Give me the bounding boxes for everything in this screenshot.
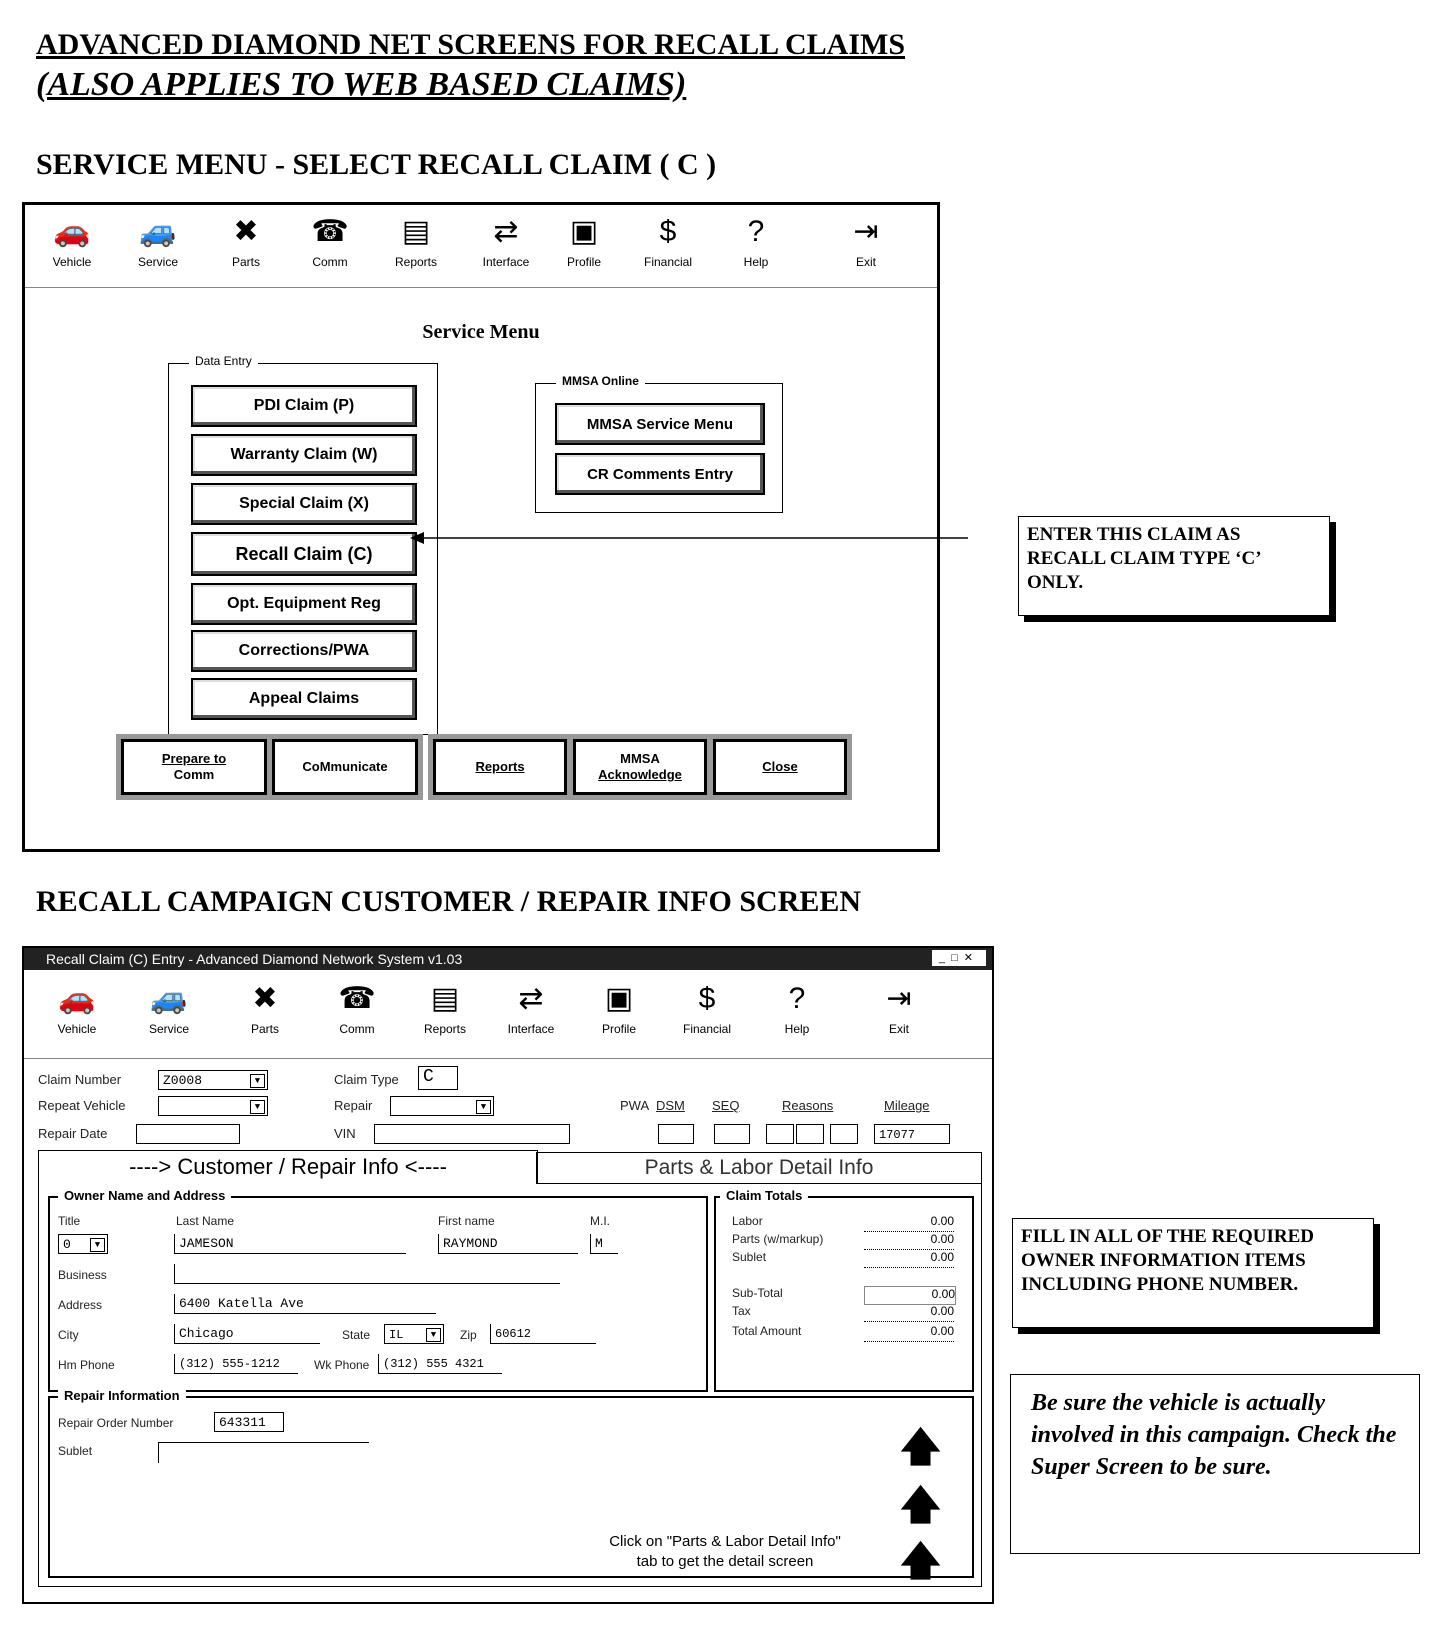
interface-icon: ⇄ <box>518 982 544 1015</box>
mileage-field[interactable]: 17077 <box>874 1124 950 1144</box>
sublet-value: 0.00 <box>864 1250 954 1268</box>
claim-number-value: Z0008 <box>163 1073 203 1088</box>
claim-type-label: Claim Type <box>334 1072 399 1087</box>
hint-line-1: Click on "Parts & Labor Detail Info" <box>609 1533 841 1550</box>
toolbar-label: Service <box>148 1022 189 1036</box>
mmsa-label: MMSA <box>620 751 660 766</box>
labor-label: Labor <box>732 1214 763 1228</box>
window-controls[interactable]: _□✕ <box>932 950 986 966</box>
toolbar-label: Profile <box>566 255 601 269</box>
total-label: Total Amount <box>732 1324 802 1338</box>
zip-field[interactable]: 60612 <box>490 1324 596 1344</box>
pwa-label: PWA <box>620 1098 650 1113</box>
arrow-up-icon: 🡅 <box>900 1483 942 1527</box>
toolbar-vehicle[interactable] <box>37 213 107 269</box>
vin-label: VIN <box>334 1126 356 1141</box>
toolbar-service[interactable] <box>123 213 193 269</box>
repair-date-field[interactable] <box>136 1124 240 1144</box>
chevron-down-icon[interactable]: ▼ <box>250 1100 265 1114</box>
toolbar-label: Parts <box>250 1022 279 1036</box>
repair-label: Repair <box>334 1098 373 1113</box>
comm-icon: ☎ <box>311 215 349 248</box>
parts-value: 0.00 <box>864 1232 954 1250</box>
claim-type-field[interactable]: C <box>418 1066 458 1090</box>
section-2-heading: RECALL CAMPAIGN CUSTOMER / REPAIR INFO SCREEN <box>36 885 862 918</box>
toolbar-reports[interactable] <box>381 213 451 269</box>
tax-value: 0.00 <box>864 1304 954 1322</box>
tools-icon: ✖ <box>252 982 278 1015</box>
toolbar-label: Vehicle <box>52 255 92 269</box>
claim-number-label: Claim Number <box>38 1072 122 1087</box>
toolbar-interface[interactable] <box>496 980 566 1036</box>
recall-toolbar <box>24 972 992 1059</box>
toolbar-label: Service <box>137 255 178 269</box>
toolbar-label: Financial <box>643 255 693 269</box>
toolbar-label: Comm <box>339 1022 375 1036</box>
address-field[interactable]: 6400 Katella Ave <box>174 1294 436 1314</box>
toolbar-parts[interactable] <box>230 980 300 1036</box>
state-label: State <box>342 1328 371 1342</box>
sublet-field[interactable] <box>158 1442 369 1463</box>
ro-number-label: Repair Order Number <box>58 1416 174 1430</box>
mmsa-acknowledge-button[interactable] <box>573 739 707 795</box>
comm-label: Comm <box>173 767 215 782</box>
corrections-pwa-button[interactable]: Corrections/PWA <box>191 630 417 672</box>
financial-icon: $ <box>659 215 677 248</box>
reasons-label: Reasons <box>782 1098 834 1113</box>
toolbar-financial[interactable] <box>633 213 703 269</box>
opt-equipment-reg-button[interactable]: Opt. Equipment Reg <box>191 583 417 625</box>
acknowledge-label: Acknowledge <box>598 767 682 782</box>
communicate-button[interactable]: CoMmunicate <box>272 739 418 795</box>
mi-label: M.I. <box>590 1214 610 1228</box>
total-value: 0.00 <box>864 1324 954 1342</box>
title-label: Title <box>58 1214 81 1228</box>
toolbar-service[interactable] <box>134 980 204 1036</box>
recall-claim-button[interactable]: Recall Claim (C) <box>191 532 417 576</box>
labor-value: 0.00 <box>864 1214 954 1232</box>
toolbar-label: Financial <box>682 1022 732 1036</box>
seq-label: SEQ <box>712 1098 740 1113</box>
callout-owner-info: FILL IN ALL OF THE REQUIRED OWNER INFORMATION ITEMS INCLUDING PHONE NUMBER. <box>1012 1218 1374 1328</box>
dsm-label: DSM <box>656 1098 685 1113</box>
toolbar-interface[interactable] <box>471 213 541 269</box>
subtotal-value: 0.00 <box>864 1286 956 1305</box>
repeat-vehicle-select[interactable] <box>158 1096 268 1116</box>
reason-field-3[interactable] <box>830 1124 858 1144</box>
toolbar-help[interactable] <box>762 980 832 1036</box>
toolbar-label: Comm <box>312 255 348 269</box>
ro-number-field[interactable]: 643311 <box>214 1412 284 1432</box>
repair-info-legend: Repair Information <box>58 1388 186 1403</box>
state-value: IL <box>389 1328 404 1342</box>
reason-field-1[interactable] <box>766 1124 794 1144</box>
toolbar-financial[interactable] <box>672 980 742 1036</box>
toolbar-label: Reports <box>394 255 438 269</box>
service-menu-title: Service Menu <box>422 321 540 343</box>
pointer-arrow <box>410 528 970 548</box>
toolbar-label: Exit <box>888 1022 909 1036</box>
reason-field-2[interactable] <box>796 1124 824 1144</box>
chevron-down-icon[interactable]: ▼ <box>476 1100 491 1114</box>
zip-label: Zip <box>460 1328 477 1342</box>
tax-label: Tax <box>732 1304 751 1318</box>
title-select[interactable] <box>58 1234 108 1254</box>
section-1-heading: SERVICE MENU - SELECT RECALL CLAIM ( C ) <box>36 148 717 181</box>
toolbar-label: Exit <box>855 255 876 269</box>
hint-line-2: tab to get the detail screen <box>636 1553 814 1570</box>
address-label: Address <box>58 1298 103 1312</box>
profile-icon: ▣ <box>604 982 634 1015</box>
prepare-to-comm-button[interactable] <box>121 739 267 795</box>
tools-icon: ✖ <box>233 215 259 248</box>
toolbar-label: Profile <box>601 1022 636 1036</box>
toolbar-label: Help <box>784 1022 810 1036</box>
toolbar-exit[interactable] <box>831 213 901 269</box>
special-claim-button[interactable]: Special Claim (X) <box>191 483 417 525</box>
mi-field[interactable]: M <box>590 1234 618 1254</box>
toolbar-label: Reports <box>423 1022 467 1036</box>
cr-comments-entry-button[interactable]: CR Comments Entry <box>555 453 765 495</box>
sublet2-label: Sublet <box>58 1444 93 1458</box>
close-button[interactable]: Close <box>713 739 847 795</box>
toolbar-profile[interactable] <box>549 213 619 269</box>
hm-phone-label: Hm Phone <box>58 1358 115 1372</box>
repair-select[interactable] <box>390 1096 494 1116</box>
reports-button[interactable]: Reports <box>433 739 567 795</box>
pdi-claim-button[interactable]: PDI Claim (P) <box>191 385 417 427</box>
first-name-field[interactable]: RAYMOND <box>438 1234 578 1254</box>
subtotal-label: Sub-Total <box>732 1286 783 1300</box>
city-field[interactable]: Chicago <box>174 1324 320 1344</box>
warranty-claim-button[interactable]: Warranty Claim (W) <box>191 434 417 476</box>
help-icon: ? <box>747 215 765 248</box>
city-label: City <box>58 1328 79 1342</box>
dsm-field[interactable] <box>658 1124 694 1144</box>
business-label: Business <box>58 1268 107 1282</box>
vin-field[interactable] <box>374 1124 570 1144</box>
business-field[interactable] <box>174 1264 560 1284</box>
first-name-label: First name <box>438 1214 495 1228</box>
report-icon: ▤ <box>401 215 431 248</box>
hm-phone-field[interactable]: (312) 555-1212 <box>174 1354 298 1374</box>
toolbar-label: Interface <box>507 1022 555 1036</box>
last-name-field[interactable]: JAMESON <box>174 1234 406 1254</box>
car-icon: 🚗 <box>53 215 91 248</box>
toolbar-comm[interactable] <box>295 213 365 269</box>
title-line-1: ADVANCED DIAMOND NET SCREENS FOR RECALL CLAIMS <box>36 28 906 61</box>
parts-label: Parts (w/markup) <box>732 1232 824 1246</box>
last-name-label: Last Name <box>176 1214 235 1228</box>
hint-text <box>570 1532 880 1572</box>
recall-claim-window <box>22 946 994 1604</box>
service-car-icon: 🚙 <box>150 982 188 1015</box>
mmsa-online-legend: MMSA Online <box>556 374 645 388</box>
mileage-label: Mileage <box>884 1098 930 1113</box>
car-icon: 🚗 <box>58 982 96 1015</box>
window-titlebar <box>24 948 992 970</box>
repair-date-label: Repair Date <box>38 1126 108 1141</box>
window-title: Recall Claim (C) Entry - Advanced Diamond Network System v1.03 <box>46 951 463 967</box>
toolbar-parts[interactable] <box>211 213 281 269</box>
toolbar-reports[interactable] <box>410 980 480 1036</box>
callout-campaign-check: Be sure the vehicle is actually involved in this campaign. Check the Super Screen to be sure. <box>1010 1374 1420 1554</box>
toolbar-comm[interactable] <box>322 980 392 1036</box>
title-line-2: (ALSO APPLIES TO WEB BASED CLAIMS) <box>36 66 687 103</box>
callout-recall-type: ENTER THIS CLAIM AS RECALL CLAIM TYPE ‘C’ ONLY. <box>1018 516 1330 616</box>
help-icon: ? <box>788 982 806 1015</box>
claim-totals-legend: Claim Totals <box>720 1188 808 1203</box>
toolbar-label: Parts <box>231 255 260 269</box>
appeal-claims-button[interactable]: Appeal Claims <box>191 678 417 720</box>
seq-field[interactable] <box>714 1124 750 1144</box>
arrow-up-icon: 🡅 <box>900 1425 942 1469</box>
report-icon: ▤ <box>430 982 460 1015</box>
toolbar-help[interactable] <box>721 213 791 269</box>
chevron-down-icon[interactable]: ▼ <box>250 1074 265 1088</box>
title-value: 0 <box>63 1237 71 1252</box>
toolbar <box>25 205 937 288</box>
exit-icon: ⇥ <box>886 982 912 1015</box>
repeat-vehicle-label: Repeat Vehicle <box>38 1098 126 1113</box>
owner-legend: Owner Name and Address <box>58 1188 231 1203</box>
interface-icon: ⇄ <box>493 215 519 248</box>
exit-icon: ⇥ <box>853 215 879 248</box>
sublet-label: Sublet <box>732 1250 767 1264</box>
profile-icon: ▣ <box>569 215 599 248</box>
chevron-down-icon[interactable]: ▼ <box>426 1328 441 1342</box>
service-menu-window <box>22 202 940 852</box>
mmsa-service-menu-button[interactable]: MMSA Service Menu <box>555 403 765 445</box>
tab-parts-labor-detail[interactable]: Parts & Labor Detail Info <box>536 1152 982 1184</box>
chevron-down-icon[interactable]: ▼ <box>90 1238 105 1252</box>
toolbar-vehicle[interactable] <box>42 980 112 1036</box>
wk-phone-label: Wk Phone <box>314 1358 370 1372</box>
service-car-icon: 🚙 <box>139 215 177 248</box>
toolbar-label: Interface <box>482 255 530 269</box>
comm-icon: ☎ <box>338 982 376 1015</box>
toolbar-label: Vehicle <box>57 1022 97 1036</box>
toolbar-profile[interactable] <box>584 980 654 1036</box>
prepare-label: Prepare to <box>161 751 227 766</box>
data-entry-legend: Data Entry <box>189 354 258 368</box>
wk-phone-field[interactable]: (312) 555 4321 <box>378 1354 502 1374</box>
tab-customer-repair-info[interactable]: ----> Customer / Repair Info <---- <box>38 1150 538 1183</box>
arrow-up-icon: 🡅 <box>900 1539 942 1583</box>
financial-icon: $ <box>698 982 716 1015</box>
toolbar-label: Help <box>743 255 769 269</box>
toolbar-exit[interactable] <box>864 980 934 1036</box>
claim-number-field[interactable] <box>158 1070 268 1090</box>
state-select[interactable] <box>384 1324 444 1344</box>
